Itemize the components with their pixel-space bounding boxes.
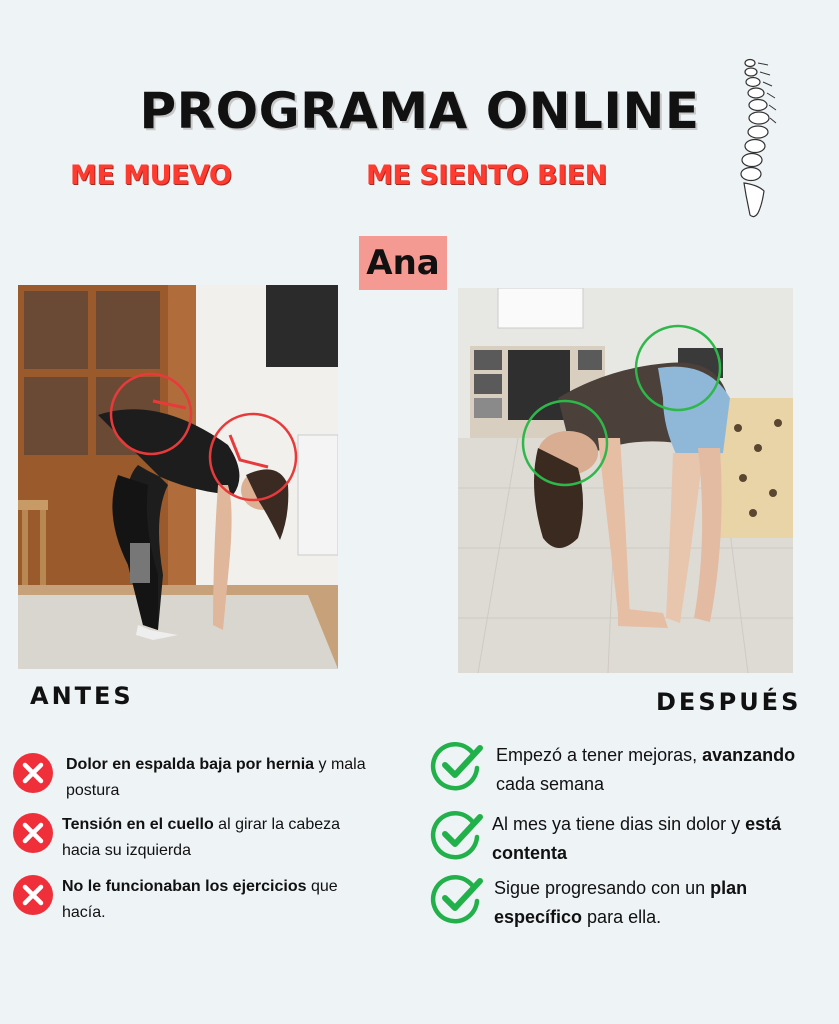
list-item: Empezó a tener mejoras, avanzando cada semana — [430, 741, 810, 799]
green-check-icon — [430, 810, 484, 860]
list-item: Tensión en el cuello al girar la cabeza hacia su izquierda — [12, 812, 352, 864]
label-before: ANTES — [30, 682, 134, 710]
green-check-icon — [430, 741, 484, 791]
list-item: Sigue progresando con un plan específico para ella. — [430, 874, 820, 932]
spine-icon — [738, 55, 778, 220]
subtitle-me-muevo: ME MUEVO — [70, 160, 232, 191]
red-x-icon — [12, 874, 54, 916]
list-item: No le funcionaban los ejercicios que hacía. — [12, 874, 352, 926]
page-title: PROGRAMA ONLINE — [139, 82, 700, 140]
green-check-icon — [430, 874, 484, 924]
list-item: Dolor en espalda baja por hernia y mala postura — [12, 752, 382, 804]
red-x-icon — [12, 752, 54, 794]
subtitle-me-siento-bien: ME SIENTO BIEN — [366, 160, 607, 191]
name-badge: Ana — [359, 236, 447, 290]
list-item: Al mes ya tiene dias sin dolor y está contenta — [430, 810, 810, 868]
after-photo — [458, 288, 793, 673]
red-x-icon — [12, 812, 54, 854]
label-after: DESPUÉS — [656, 688, 802, 716]
before-photo — [18, 285, 338, 669]
